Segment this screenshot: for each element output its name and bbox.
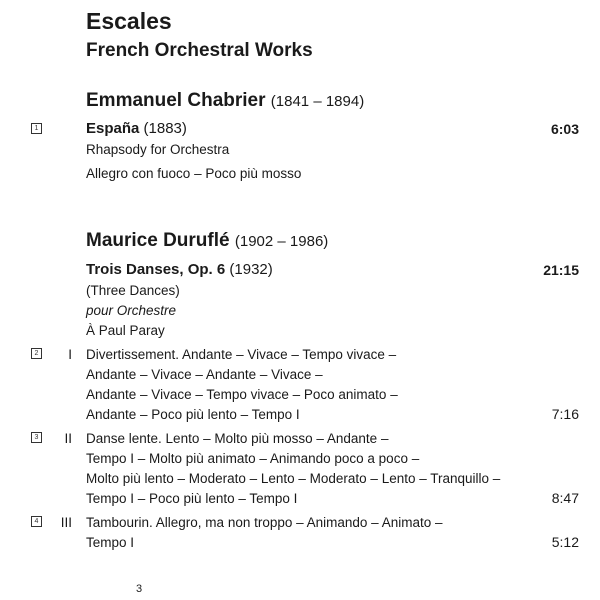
page-number: 3	[136, 583, 143, 595]
track-duration: 7:16	[551, 406, 579, 422]
composer-dates: (1902 – 1986)	[234, 233, 329, 250]
track-number-box: 1	[31, 123, 42, 134]
movement-line: Danse lente. Lento – Molto più mosso – Andante –	[86, 431, 389, 446]
work-year: (1883)	[143, 120, 187, 137]
movement-numeral: III	[60, 515, 72, 530]
composer-chabrier	[86, 90, 364, 112]
work-description: Rhapsody for Orchestra	[86, 142, 230, 157]
movement-line: Tambourin. Allegro, ma non troppo – Animando – Animato –	[86, 515, 443, 530]
work-year: (1932)	[229, 261, 273, 278]
movement-line: Andante – Vivace – Andante – Vivace –	[86, 367, 323, 382]
movement-line: Tempo I – Molto più animato – Animando poco a poco –	[86, 451, 420, 466]
movement-text	[86, 345, 398, 425]
work-trois-danses	[86, 261, 273, 278]
movement-text	[86, 429, 500, 509]
track-duration: 5:12	[551, 534, 579, 550]
work-translation: (Three Dances)	[86, 283, 180, 298]
movement-text	[86, 513, 442, 553]
movement-numeral: I	[68, 347, 72, 362]
work-instrumentation: pour Orchestre	[86, 303, 177, 318]
work-dedication: À Paul Paray	[86, 323, 165, 338]
work-espana	[86, 120, 187, 137]
movement-line: Andante – Vivace – Tempo vivace – Poco animato –	[86, 387, 398, 402]
composer-name: Emmanuel Chabrier	[86, 90, 266, 111]
composer-name: Maurice Duruflé	[86, 230, 230, 251]
track-number-box: 2	[31, 348, 42, 359]
work-tempo: Allegro con fuoco – Poco più mosso	[86, 166, 302, 181]
work-title: Trois Danses, Op. 6	[86, 261, 226, 278]
album-subtitle: French Orchestral Works	[86, 40, 313, 61]
movement-line: Andante – Poco più lento – Tempo I	[86, 407, 300, 422]
track-number-box: 3	[31, 432, 42, 443]
movement-numeral: II	[64, 431, 72, 446]
track-number-box: 4	[31, 516, 42, 527]
movement-line: Molto più lento – Moderato – Lento – Moderato – Lento – Tranquillo –	[86, 471, 501, 486]
work-title: España	[86, 120, 140, 137]
composer-dates: (1841 – 1894)	[270, 93, 365, 110]
work-duration: 21:15	[543, 262, 579, 278]
track-duration: 8:47	[551, 490, 579, 506]
movement-line: Tempo I	[86, 535, 135, 550]
movement-line: Tempo I – Poco più lento – Tempo I	[86, 491, 298, 506]
album-title: Escales	[86, 8, 172, 34]
track-duration: 6:03	[550, 121, 579, 137]
composer-durufle	[86, 230, 328, 252]
movement-line: Divertissement. Andante – Vivace – Tempo vivace –	[86, 347, 397, 362]
